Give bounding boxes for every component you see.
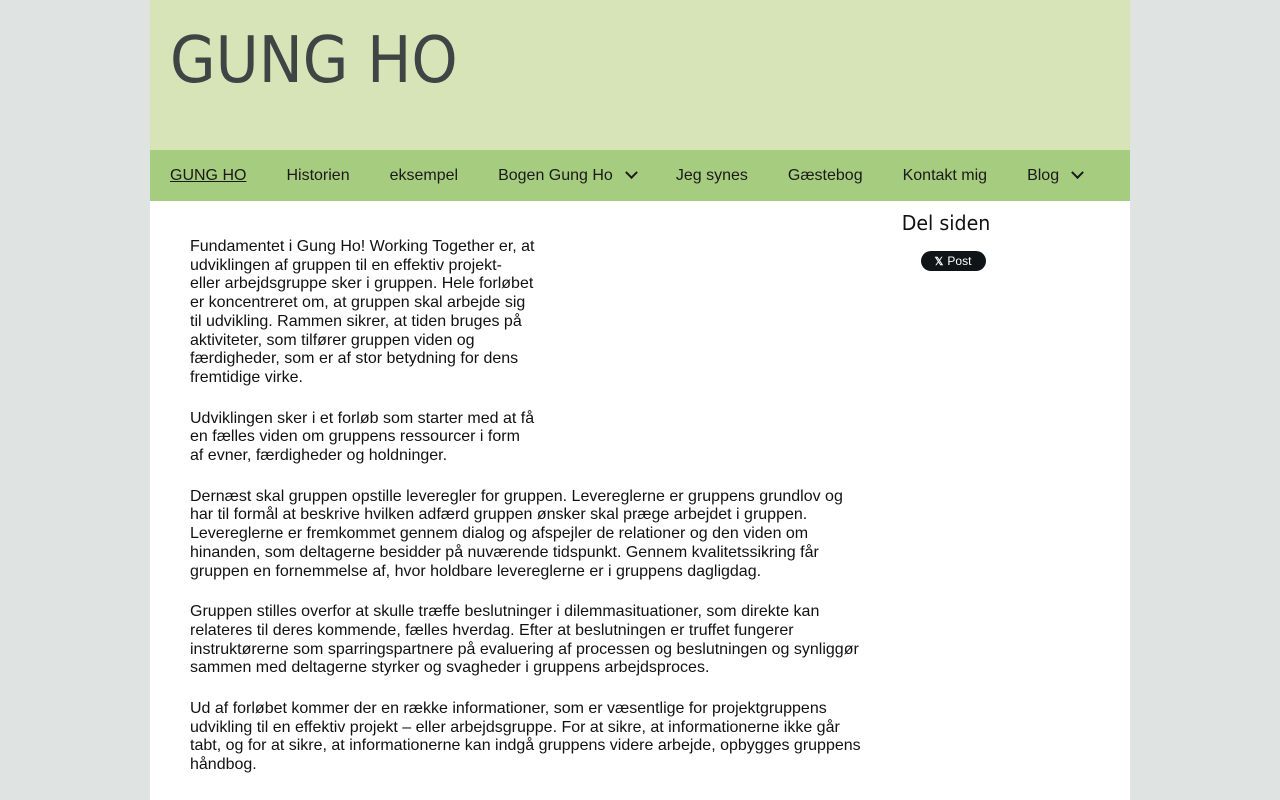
nav-item-historien[interactable] [266, 150, 369, 201]
paragraph: Dernæst skal gruppen opstille leveregler for gruppen. Levereglerne er gruppens grundlov og har til formål at beskrive hvilken adfærd gruppen ønsker skal præge arbejdet i gruppen. Levereglerne er fremkommet gennem dialog og afspejler de relationer og den viden om hinanden, som deltagerne besidder på nuværende tidspunkt. Gennem kvalitetssikring får gruppen en fornemmelse af, hvor holdbare levereglerne er i gruppens dagligdag. [190, 487, 843, 580]
paragraph: Ud af forløbet kommer der en række informationer, som er væsentlige for projektgruppens udvikling til en effektiv projekt – eller arbejdsgruppe. For at sikre, at informationerne ikke går tabt, og for at sikre, at informationerne kan indgå gruppens videre arbejde, opbygges gruppens håndbog. [190, 700, 861, 774]
page [150, 0, 1130, 800]
nav-item-label: Historien [286, 166, 350, 184]
nav-item-label: Gæstebog [787, 166, 863, 184]
nav-item-gung-ho[interactable] [150, 150, 266, 201]
nav-item-eksempel[interactable] [370, 150, 478, 201]
site-title[interactable]: GUNG HO [170, 24, 458, 98]
paragraph: Udviklingen sker i et forløb som starter med at få en fælles viden om gruppens ressourcer i form af evner, færdigheder og holdninger. [190, 409, 535, 465]
site-header [150, 0, 1130, 150]
nav-item-label: Jeg synes [675, 166, 748, 184]
chevron-down-icon [1071, 166, 1084, 179]
nav-item-blog[interactable] [1007, 150, 1102, 201]
x-logo-icon: 𝕏 [934, 255, 944, 268]
main-content [190, 238, 870, 797]
nav-item-bogen-gung-ho[interactable] [478, 150, 656, 201]
nav-item-label: eksempel [389, 166, 459, 184]
nav-item-gaestebog[interactable] [768, 150, 883, 201]
x-post-button[interactable] [921, 251, 986, 271]
nav-item-jeg-synes[interactable] [656, 150, 768, 201]
nav-item-label: Kontakt mig [902, 166, 988, 184]
paragraph: Gruppen stilles overfor at skulle træffe beslutninger i dilemmasituationer, som direkte kan relateres til deres kommende, fælles hverdag. Efter at beslutningen er truffet fungerer instruktørerne som sparringspartnere på evaluering af processen og beslutningen og synliggør sammen med deltagerne styrker og svagheder i gruppens arbejdsproces. [190, 603, 859, 677]
paragraph: Fundamentet i Gung Ho! Working Together er, at udviklingen af gruppen til en effektiv projekt- eller arbejdsgruppe sker i gruppen. Hele forløbet er koncentreret om, at gruppen skal arbejde sig til udvikling. Rammen sikrer, at tiden bruges på aktiviteter, som tilfører gruppen viden og færdigheder, som er af stor betydning for dens fremtidige virke. [190, 238, 535, 386]
main-nav [150, 150, 1130, 201]
nav-item-label: Bogen Gung Ho [498, 166, 613, 184]
chevron-down-icon [625, 166, 638, 179]
nav-item-label: Blog [1027, 166, 1060, 184]
x-post-label: Post [947, 254, 972, 268]
nav-item-kontakt-mig[interactable] [883, 150, 1007, 201]
nav-item-label: GUNG HO [170, 166, 247, 184]
share-title: Del siden [901, 211, 991, 235]
sidebar [880, 210, 1012, 271]
